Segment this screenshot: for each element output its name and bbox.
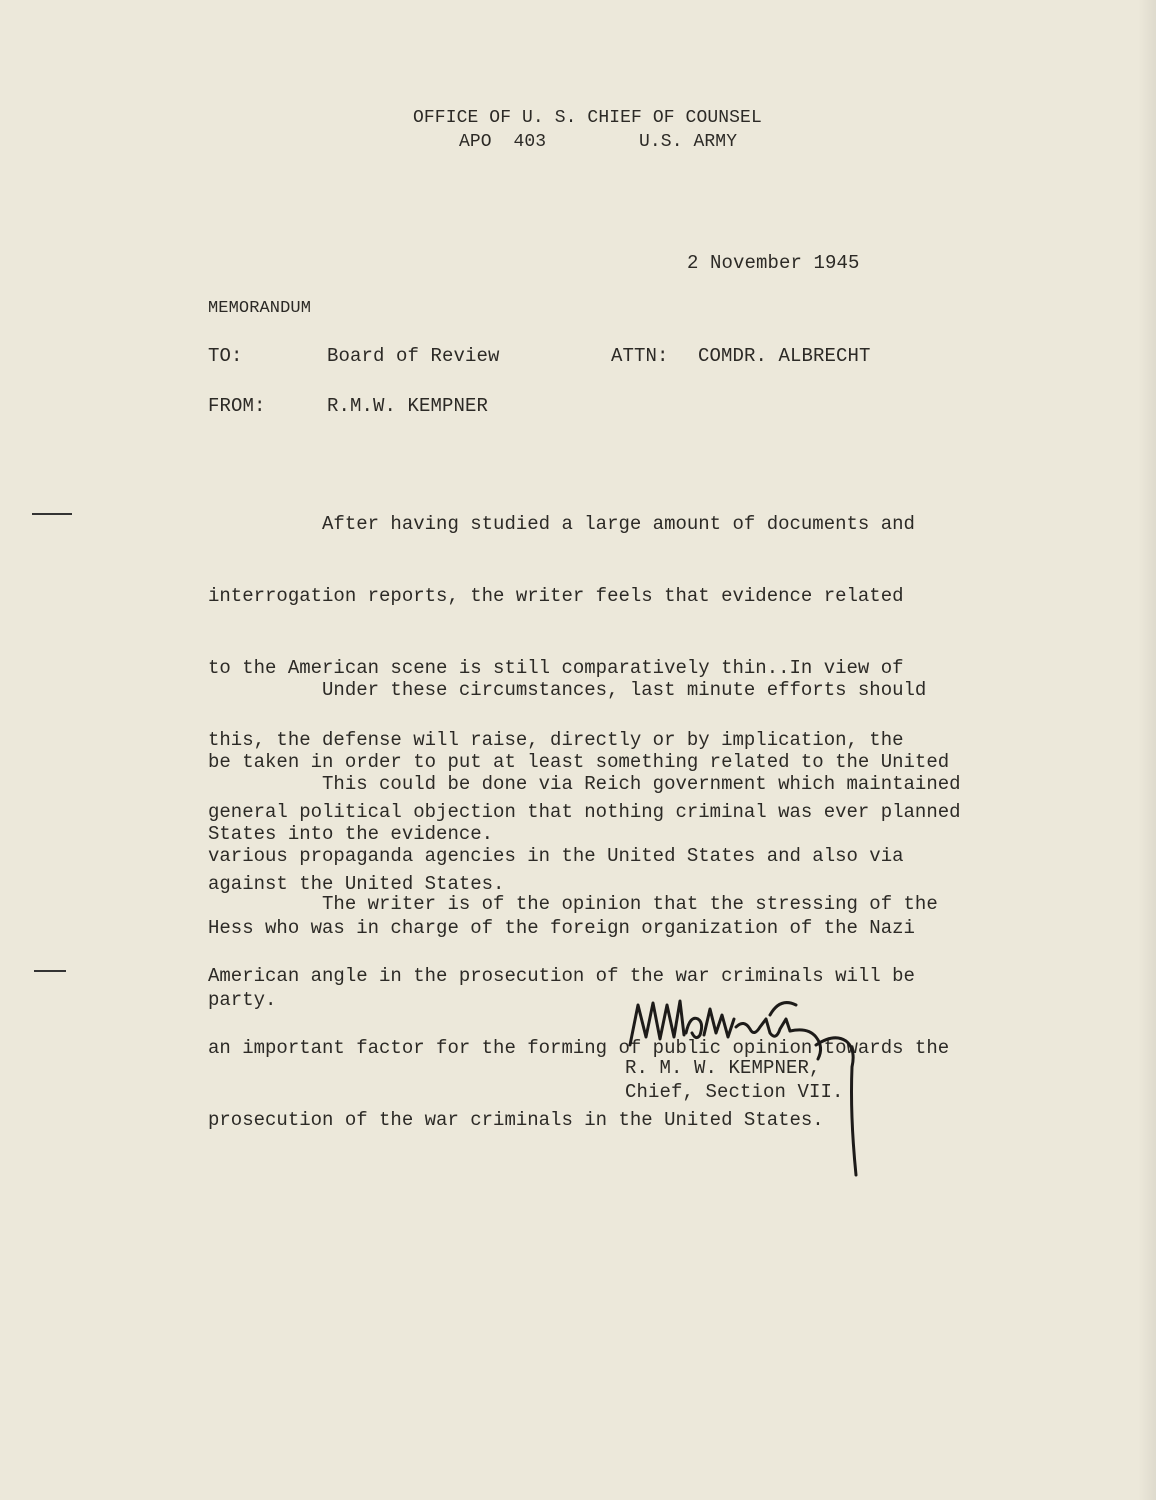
header-apo: APO 403 [459,132,547,152]
paragraph-line: This could be done via Reich government which maintained [208,773,961,795]
paragraph-line: general political objection that nothing criminal was ever planned [208,801,961,823]
paragraph-line: various propaganda agencies in the United States and also via [208,845,904,867]
signature-name: R. M. W. KEMPNER, [625,1057,821,1079]
signature-title: Chief, Section VII. [625,1081,844,1103]
paragraph-line: Hess who was in charge of the foreign organization of the Nazi [208,917,915,939]
paragraph-line: States into the evidence. [208,823,494,845]
paragraph-line: prosecution of the war criminals in the United States. [208,1109,824,1131]
from-label: FROM: [208,395,266,417]
to-value: Board of Review [327,345,500,367]
handwritten-signature [620,975,870,1180]
paragraph-line: be taken in order to put at least something related to the United [208,751,950,773]
paragraph-line: American angle in the prosecution of the war criminals will be [208,965,915,987]
from-value: R.M.W. KEMPNER [327,395,489,417]
paragraph-line: party. [208,989,277,1011]
paragraph-line: The writer is of the opinion that the stressing of the [208,893,938,915]
paragraph-line: interrogation reports, the writer feels that evidence related [208,585,904,607]
paragraph-line: Under these circumstances, last minute efforts should [208,679,927,701]
memo-date: 2 November 1945 [687,252,860,274]
paragraph-line: an important factor for the forming of public opinion towards the [208,1037,950,1059]
paragraph-line: this, the defense will raise, directly or by implication, the [208,729,904,751]
paragraph-line: After having studied a large amount of documents and [208,513,915,535]
memo-type: MEMORANDUM [208,299,312,318]
to-label: TO: [208,345,243,367]
paragraph-line: to the American scene is still comparatively thin..In view of [208,657,904,679]
header-army: U.S. ARMY [639,132,738,152]
attn-value: COMDR. ALBRECHT [698,345,871,367]
attn-label: ATTN: [611,345,669,367]
header-office: OFFICE OF U. S. CHIEF OF COUNSEL [413,108,762,128]
margin-mark [32,513,72,515]
paragraph-line: against the United States. [208,873,505,895]
margin-mark [34,970,66,972]
